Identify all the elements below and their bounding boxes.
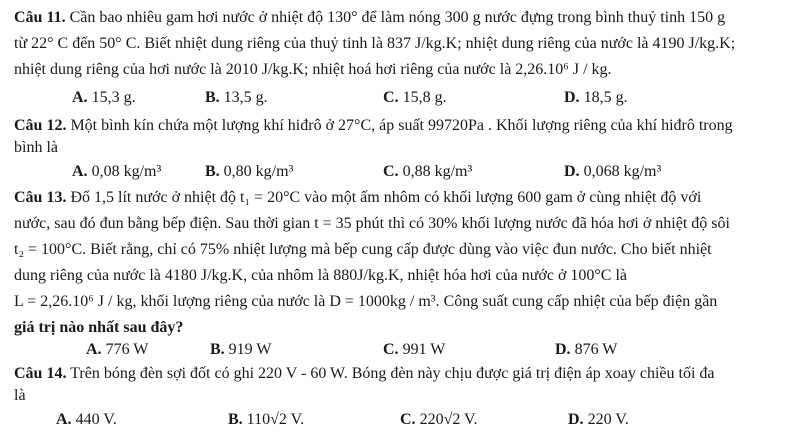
q14-option-a-letter: A. — [56, 411, 72, 428]
q13-option-c[interactable] — [383, 340, 445, 360]
question-14-text-1: Trên bóng đèn sợi đốt có ghi 220 V - 60 W. Bóng đèn này chịu được giá trị điện áp xoay chiều tối đa — [70, 365, 715, 382]
q12-option-c-letter: C. — [383, 163, 399, 180]
q14-option-c[interactable] — [400, 410, 478, 430]
question-12-text-1: Một bình kín chứa một lượng khí hiđrô ở 27°C, áp suất 99720Pa . Khối lượng riêng của khí hiđrô trong — [70, 117, 733, 134]
q12-option-a-text: 0,08 kg/m³ — [91, 163, 162, 180]
question-11-label: Câu 11. — [14, 9, 66, 26]
question-13-line-1 — [14, 188, 701, 208]
question-12-label: Câu 12. — [14, 117, 67, 134]
question-14-label: Câu 14. — [14, 365, 67, 382]
q12-option-a-letter: A. — [72, 163, 88, 180]
q12-option-d[interactable] — [564, 162, 661, 182]
q11-option-d-text: 18,5 g. — [583, 89, 628, 106]
question-13-text-5: L = 2,26.10⁶ J / kg, khối lượng riêng của nước là D = 1000kg / m³. Công suất cung cấp nhiệt của bếp điện gần — [14, 293, 718, 310]
q11-option-a-text: 15,3 g. — [91, 89, 136, 106]
question-13-text-4: dung riêng của nước là 4180 J/kg.K, của nhôm là 880J/kg.K, nhiệt hóa hơi của nước ở 100°C là — [14, 267, 628, 284]
q12-option-b[interactable] — [205, 162, 293, 182]
q14-option-c-letter: C. — [400, 411, 416, 428]
q13-option-b-letter: B. — [210, 341, 225, 358]
q12-option-a[interactable] — [72, 162, 161, 182]
q13-option-a-letter: A. — [86, 341, 102, 358]
q12-option-b-text: 0,80 kg/m³ — [223, 163, 294, 180]
q14-option-a-text: 440 V. — [75, 411, 117, 428]
question-13-text-2: nước, sau đó đun bằng bếp điện. Sau thời gian t = 35 phút thì có 30% khối lượng nước đã hóa hơi ở nhiệt độ sôi — [14, 215, 730, 232]
question-13-text-1: Đổ 1,5 lít nước ở nhiệt độ t₁ = 20°C vào một ấm nhôm có khối lượng 600 gam ở cùng nhiệt độ với — [70, 189, 702, 206]
q13-option-a[interactable] — [86, 340, 148, 360]
q12-option-b-letter: B. — [205, 163, 220, 180]
q13-option-b[interactable] — [210, 340, 271, 360]
question-11-line-1 — [14, 8, 725, 28]
question-11-text-3: nhiệt dung riêng của hơi nước là 2010 J/kg.K; nhiệt hoá hơi riêng của nước là 2,26.10⁶ J / kg. — [14, 61, 612, 78]
q11-option-c-letter: C. — [383, 89, 399, 106]
q13-option-c-text: 991 W — [402, 341, 446, 358]
q14-option-d-text: 220 V. — [587, 411, 629, 428]
q12-option-c[interactable] — [383, 162, 472, 182]
q11-option-a-letter: A. — [72, 89, 88, 106]
q14-option-b-letter: B. — [228, 411, 243, 428]
question-11-text-2: từ 22° C đến 50° C. Biết nhiệt dung riêng của thuỷ tinh là 837 J/kg.K; nhiệt dung riêng của nước là 4190 J/kg.K; — [14, 35, 736, 52]
question-14-line-1 — [14, 364, 715, 384]
q11-option-a[interactable] — [72, 88, 136, 108]
q11-option-b-letter: B. — [205, 89, 220, 106]
q12-option-c-text: 0,88 kg/m³ — [402, 163, 473, 180]
q12-option-d-letter: D. — [564, 163, 580, 180]
question-13-text-6: giá trị nào nhất sau đây? — [14, 319, 184, 336]
question-12-line-1 — [14, 116, 733, 136]
question-11-text-1: Cần bao nhiêu gam hơi nước ở nhiệt độ 130° để làm nóng 300 g nước đựng trong bình thuỷ tinh 150 g — [69, 9, 726, 26]
q13-option-a-text: 776 W — [105, 341, 149, 358]
question-13-text-3: t₂ = 100°C. Biết rằng, chỉ có 75% nhiệt lượng mà bếp cung cấp được dùng vào việc đun nước. Cho biết nhiệt — [14, 241, 712, 258]
q12-option-d-text: 0,068 kg/m³ — [583, 163, 662, 180]
q11-option-c[interactable] — [383, 88, 447, 108]
q13-option-c-letter: C. — [383, 341, 399, 358]
q11-option-c-text: 15,8 g. — [402, 89, 447, 106]
q13-option-b-text: 919 W — [228, 341, 272, 358]
q14-option-b[interactable] — [228, 410, 304, 430]
question-14-text-2: là — [14, 387, 26, 404]
q14-option-d[interactable] — [568, 410, 629, 430]
q11-option-d-letter: D. — [564, 89, 580, 106]
question-13-label: Câu 13. — [14, 189, 67, 206]
q11-option-d[interactable] — [564, 88, 628, 108]
q14-option-d-letter: D. — [568, 411, 584, 428]
q11-option-b[interactable] — [205, 88, 268, 108]
q13-option-d[interactable] — [555, 340, 617, 360]
q13-option-d-text: 876 W — [574, 341, 618, 358]
q14-option-a[interactable] — [56, 410, 117, 430]
question-12-text-2: bình là — [14, 139, 58, 156]
q14-option-c-text: 220√2 V. — [419, 411, 478, 428]
q13-option-d-letter: D. — [555, 341, 571, 358]
q14-option-b-text: 110√2 V. — [246, 411, 305, 428]
q11-option-b-text: 13,5 g. — [223, 89, 268, 106]
